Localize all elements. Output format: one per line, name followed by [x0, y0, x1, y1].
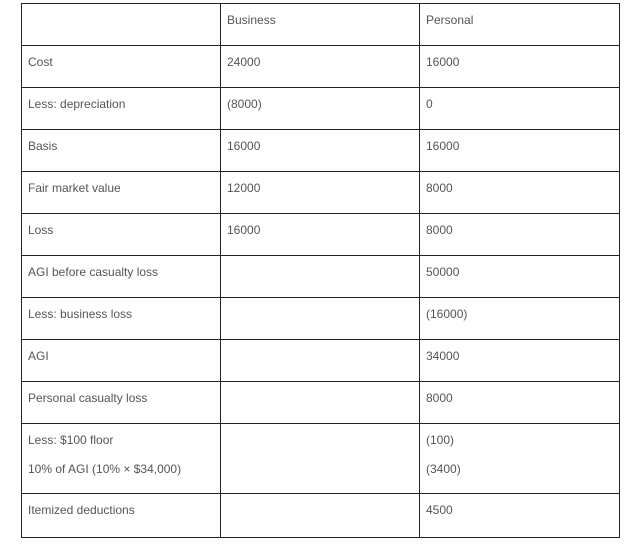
row-label: Less: depreciation	[22, 88, 221, 130]
row-label: Itemized deductions	[22, 494, 221, 538]
header-cell-label	[22, 4, 221, 46]
business-value	[221, 424, 420, 494]
casualty-loss-table	[21, 3, 620, 538]
table-row	[22, 256, 620, 298]
row-label: Cost	[22, 46, 221, 88]
row-label: Fair market value	[22, 172, 221, 214]
table-row	[22, 88, 620, 130]
personal-value: 0	[420, 88, 620, 130]
row-label: Loss	[22, 214, 221, 256]
row-label-floor	[22, 424, 221, 494]
business-value: 16000	[221, 214, 420, 256]
personal-value: 8000	[420, 172, 620, 214]
business-value	[221, 382, 420, 424]
header-cell-personal: Personal	[420, 4, 620, 46]
business-value	[221, 494, 420, 538]
row-label: Less: business loss	[22, 298, 221, 340]
row-label: Personal casualty loss	[22, 382, 221, 424]
table-header-row	[22, 4, 620, 46]
personal-value: 4500	[420, 494, 620, 538]
personal-value: 16000	[420, 46, 620, 88]
personal-value: 8000	[420, 214, 620, 256]
business-value: 24000	[221, 46, 420, 88]
business-value: 12000	[221, 172, 420, 214]
agi-percent-value: (3400)	[426, 462, 461, 476]
table-row	[22, 298, 620, 340]
table-row	[22, 214, 620, 256]
floor-value: (100)	[426, 433, 455, 447]
personal-value: 8000	[420, 382, 620, 424]
personal-value: 50000	[420, 256, 620, 298]
table-row	[22, 172, 620, 214]
business-value: 16000	[221, 130, 420, 172]
personal-value-floor	[420, 424, 620, 494]
table-row	[22, 130, 620, 172]
row-label: AGI	[22, 340, 221, 382]
table-row	[22, 46, 620, 88]
business-value	[221, 298, 420, 340]
business-value	[221, 256, 420, 298]
table-row-floor	[22, 424, 620, 494]
floor-label: Less: $100 floor	[28, 433, 114, 447]
row-label: Basis	[22, 130, 221, 172]
table-row	[22, 382, 620, 424]
business-value: (8000)	[221, 88, 420, 130]
row-label: AGI before casualty loss	[22, 256, 221, 298]
personal-value: 16000	[420, 130, 620, 172]
personal-value: (16000)	[420, 298, 620, 340]
personal-value: 34000	[420, 340, 620, 382]
table-row-total	[22, 494, 620, 538]
business-value	[221, 340, 420, 382]
agi-percent-label: 10% of AGI (10% × $34,000)	[28, 462, 182, 476]
table-row	[22, 340, 620, 382]
header-cell-business: Business	[221, 4, 420, 46]
